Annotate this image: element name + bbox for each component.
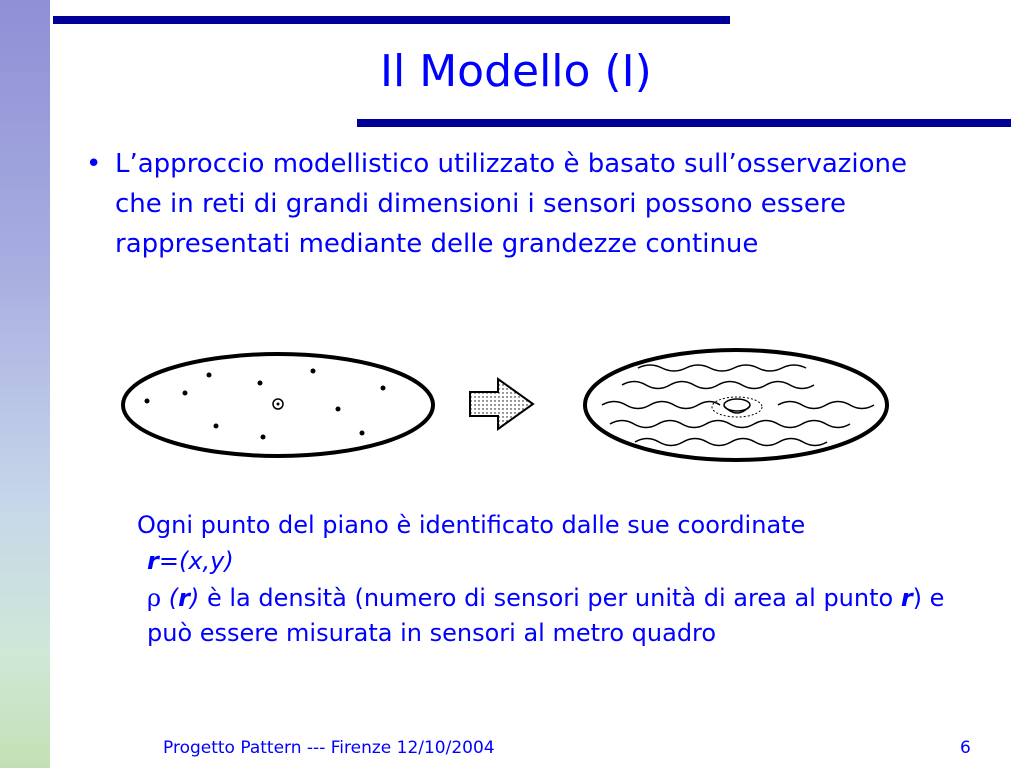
sensor-dot xyxy=(207,373,212,378)
sensor-dot xyxy=(214,424,219,429)
footer-text: Progetto Pattern --- Firenze 12/10/2004 xyxy=(163,738,495,758)
title-rule-top xyxy=(53,16,730,24)
sensor-dot xyxy=(145,399,150,404)
r-vector-symbol: r xyxy=(900,584,913,612)
transform-arrow-icon xyxy=(470,379,533,429)
slide-title: Il Modello (I) xyxy=(380,46,652,97)
r-vector-symbol: r xyxy=(178,584,190,612)
coordinates-text: Ogni punto del piano è identificato dalle sue coordinate xyxy=(137,511,806,539)
density-paragraph: ρ (r) è la densità (numero di sensori per unità di area al punto r) e può essere misurata in sensori al metro quadro xyxy=(147,584,945,647)
side-gradient-bar xyxy=(0,0,50,768)
sensor-dot xyxy=(261,435,266,440)
bullet-marker: • xyxy=(86,149,102,179)
sensor-dot xyxy=(381,386,386,391)
sensor-dot xyxy=(258,381,263,386)
coordinates-paragraph xyxy=(137,507,957,579)
x-symbol: x xyxy=(188,547,203,575)
rho-symbol: ρ xyxy=(147,584,162,612)
sensor-dot xyxy=(336,407,341,412)
sensor-dot xyxy=(360,431,365,436)
bullet-text: L’approccio modellistico utilizzato è basato sull’osservazione che in reti di grandi dimensioni i sensori possono essere rappresentati mediante delle grandezze continue xyxy=(115,149,908,259)
discrete-sensors-ellipse xyxy=(123,354,433,456)
page-number: 6 xyxy=(960,738,971,758)
continuous-field-ellipse xyxy=(585,350,887,460)
coordinates-formula: r=(x,y) xyxy=(147,547,234,575)
density-text-b: ) e può essere misurata in sensori al metro quadro xyxy=(147,584,945,647)
r-vector-symbol: r xyxy=(147,547,159,575)
density-text-a: è la densità (numero di sensori per unità di area al punto xyxy=(199,584,901,612)
sensor-dot xyxy=(311,369,316,374)
y-symbol: y xyxy=(210,547,225,575)
sensor-density-figure xyxy=(110,340,910,470)
sensor-dot xyxy=(183,391,188,396)
title-rule-bottom xyxy=(357,119,1011,127)
